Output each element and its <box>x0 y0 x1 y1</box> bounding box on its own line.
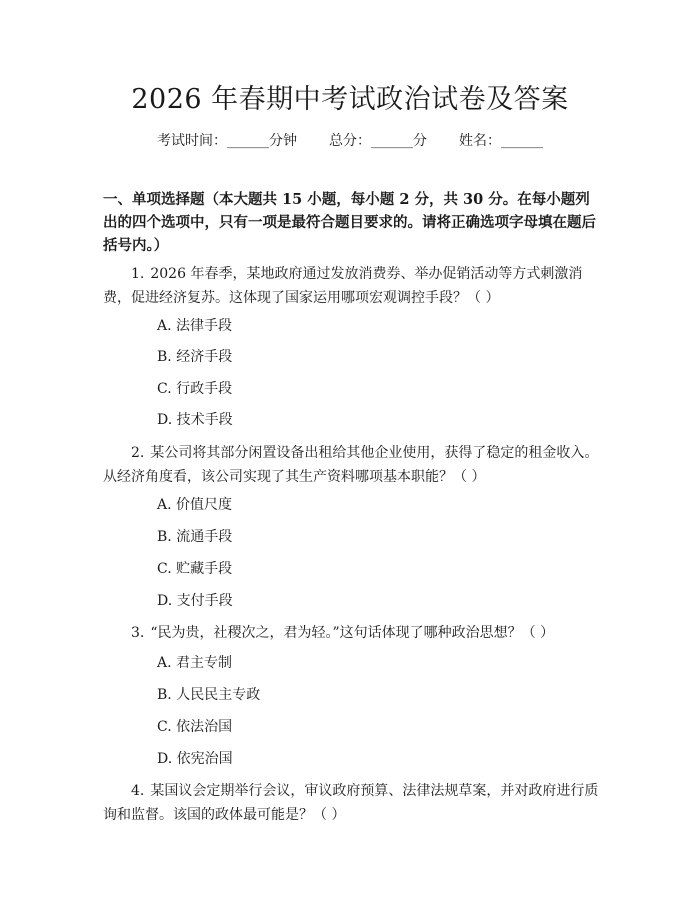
option-3d: D. 依宪治国 <box>157 751 233 767</box>
question-text: 某国议会定期举行会议，审议政府预算、法律法规草案，并对政府进行质询和监督。该国的政体最可能是？（ ） <box>103 783 599 823</box>
question-number: 3. <box>131 625 145 641</box>
question-3 <box>103 621 599 645</box>
option-1b: B. 经济手段 <box>157 349 233 365</box>
option-2b: B. 流通手段 <box>157 529 233 545</box>
question-number: 1. <box>131 266 145 282</box>
option-3b: B. 人民民主专政 <box>157 687 261 703</box>
question-number: 4. <box>131 783 145 799</box>
option-2d: D. 支付手段 <box>157 593 233 609</box>
question-2 <box>103 441 599 489</box>
exam-time-field: 考试时间：______分钟 <box>157 133 297 149</box>
question-1 <box>103 262 599 310</box>
exam-meta <box>0 130 700 152</box>
option-1d: D. 技术手段 <box>157 412 233 428</box>
section-heading: 一、单项选择题（本大题共 15 小题，每小题 2 分，共 30 分。在每小题列出的四个选项中，只有一项是最符合题目要求的。请将正确选项字母填在题后括号内。） <box>103 191 596 254</box>
option-2c: C. 贮藏手段 <box>157 561 233 577</box>
option-3a: A. 君主专制 <box>157 655 233 671</box>
document-title: 2026 年春期中考试政治试卷及答案 <box>131 84 569 115</box>
name-field: 姓名：______ <box>459 133 543 149</box>
question-text: 某公司将其部分闲置设备出租给其他企业使用，获得了稳定的租金收入。从经济角度看，该公司实现了其生产资料哪项基本职能？（ ） <box>103 445 599 485</box>
question-text: 2026 年春季，某地政府通过发放消费券、举办促销活动等方式刺激消费，促进经济复苏。这体现了国家运用哪项宏观调控手段？（ ） <box>103 266 583 306</box>
question-text: “民为贵，社稷次之，君为轻。”这句话体现了哪种政治思想？（ ） <box>150 625 555 641</box>
option-3c: C. 依法治国 <box>157 719 233 735</box>
option-1a: A. 法律手段 <box>157 318 233 334</box>
option-2a: A. 价值尺度 <box>157 497 233 513</box>
question-number: 2. <box>131 445 145 461</box>
option-1c: C. 行政手段 <box>157 381 233 397</box>
question-4 <box>103 779 599 827</box>
total-score-field: 总分：______分 <box>329 133 427 149</box>
